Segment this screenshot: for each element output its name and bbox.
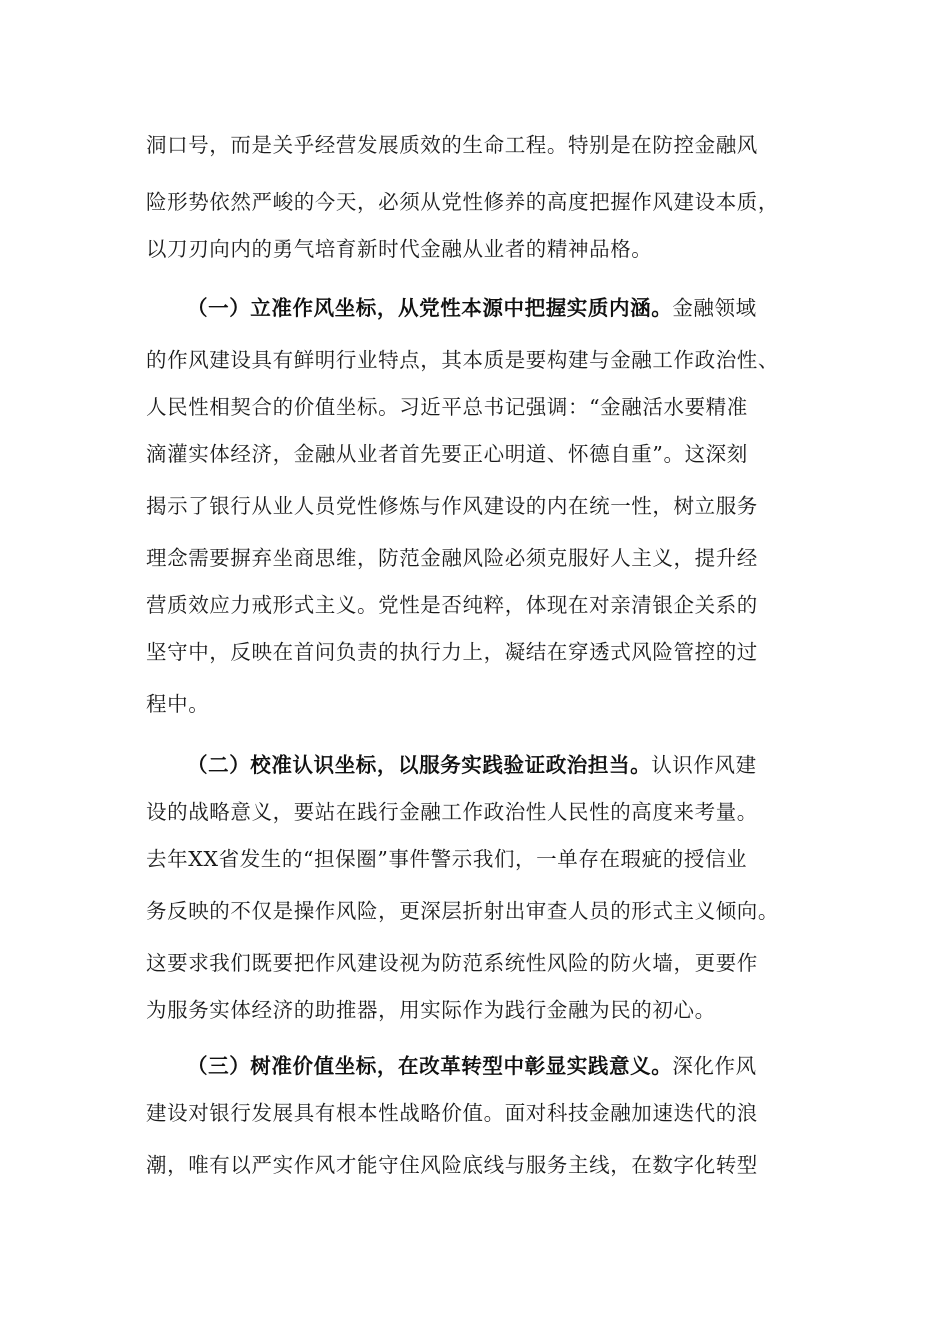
body-text: 认识作风建	[651, 753, 757, 777]
body-line: 理念需要摒弃坐商思维，防范金融风险必须克服好人主义，提升经	[146, 546, 758, 570]
body-line: 以刀刃向内的勇气培育新时代金融从业者的精神品格。	[146, 237, 653, 261]
body-line: 务反映的不仅是操作风险，更深层折射出审查人员的形式主义倾向。	[146, 899, 779, 923]
body-line: 营质效应力戒形式主义。党性是否纯粹，体现在对亲清银企关系的	[146, 593, 758, 617]
body-line: 潮，唯有以严实作风才能守住风险底线与服务主线，在数字化转型	[146, 1153, 758, 1177]
body-line: 滴灌实体经济，金融从业者首先要正心明道、怀德自重”。这深刻	[146, 442, 748, 466]
paragraph-first-line	[187, 291, 757, 325]
body-line: 程中。	[146, 692, 210, 716]
body-line: 的作风建设具有鲜明行业特点，其本质是要构建与金融工作政治性、	[146, 348, 779, 372]
paragraph-first-line	[187, 1049, 757, 1083]
body-line: 洞口号，而是关乎经营发展质效的生命工程。特别是在防控金融风	[146, 133, 758, 157]
body-line: 为服务实体经济的助推器，用实际作为践行金融为民的初心。	[146, 998, 716, 1022]
paragraph-first-line	[187, 748, 757, 782]
body-line: 这要求我们既要把作风建设视为防范系统性风险的防火墙，更要作	[146, 951, 758, 975]
section-heading-2: （二）校准认识坐标，以服务实践验证政治担当。	[187, 753, 652, 777]
body-line: 去年XX省发生的“担保圈”事件警示我们，一单存在瑕疵的授信业	[146, 847, 748, 871]
body-line: 险形势依然严峻的今天，必须从党性修养的高度把握作风建设本质，	[146, 190, 779, 214]
body-text: 深化作风	[672, 1054, 757, 1078]
section-heading-3: （三）树准价值坐标，在改革转型中彰显实践意义。	[187, 1054, 673, 1078]
body-line: 设的战略意义，要站在践行金融工作政治性人民性的高度来考量。	[146, 800, 758, 824]
body-line: 揭示了银行从业人员党性修炼与作风建设的内在统一性，树立服务	[146, 494, 758, 518]
body-line: 建设对银行发展具有根本性战略价值。面对科技金融加速迭代的浪	[146, 1101, 758, 1125]
body-text: 金融领域	[672, 296, 757, 320]
body-line: 坚守中，反映在首问负责的执行力上，凝结在穿透式风险管控的过	[146, 640, 758, 664]
body-line: 人民性相契合的价值坐标。习近平总书记强调：“金融活水要精准	[146, 395, 748, 419]
section-heading-1: （一）立准作风坐标，从党性本源中把握实质内涵。	[187, 296, 673, 320]
